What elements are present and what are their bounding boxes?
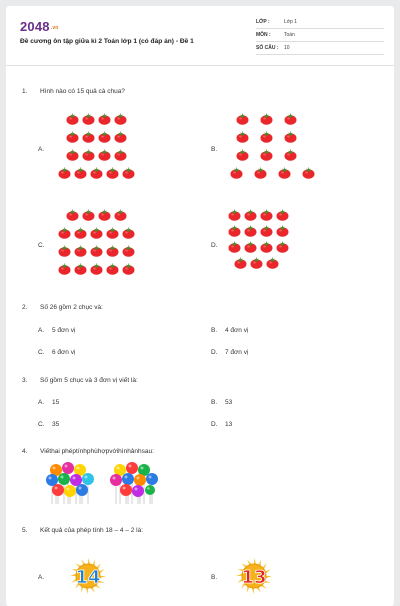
sun-badge-icon[interactable] [68, 556, 108, 596]
tomato-icon [244, 240, 257, 252]
tomato-icon [234, 256, 247, 268]
meta-row-class: LỚP : Lớp 1 [256, 16, 384, 29]
tomato-icon [236, 112, 249, 124]
tomato-icon [236, 148, 249, 160]
tomato-icon [66, 148, 79, 160]
tomato-icon [98, 130, 111, 142]
tomato-icon [66, 208, 79, 220]
q3-option-a[interactable]: A. 15 [38, 399, 60, 406]
tomato-icon [260, 130, 273, 142]
tomato-icon [260, 112, 273, 124]
tomato-icon [58, 262, 71, 274]
q2-option-a[interactable]: A. 5 đơn vị [38, 327, 76, 334]
tomato-icon [250, 256, 263, 268]
tomato-icon [58, 244, 71, 256]
tomato-icon [74, 244, 87, 256]
tomato-icon [260, 224, 273, 236]
tomato-icon [236, 130, 249, 142]
header [6, 6, 394, 66]
tomato-icon [98, 208, 111, 220]
tomato-icon [228, 224, 241, 236]
tomato-icon [230, 166, 243, 178]
tomato-icon [114, 130, 127, 142]
tomato-icon [276, 240, 289, 252]
tomato-icon [90, 262, 103, 274]
question-1: 1. Hình nào có 15 quả cà chua? [22, 88, 125, 95]
q1-option-d-letter[interactable]: D. [211, 242, 218, 249]
tomato-icon [276, 208, 289, 220]
tomato-icon [82, 148, 95, 160]
svg-text:14: 14 [75, 567, 101, 588]
tomato-icon [260, 148, 273, 160]
question-2: 2. Số 26 gồm 2 chục và: [22, 304, 103, 311]
tomato-icon [260, 208, 273, 220]
tomato-icon [278, 166, 291, 178]
q1-option-c-letter[interactable]: C. [38, 242, 45, 249]
tomato-icon [106, 262, 119, 274]
q5-option-a-letter[interactable]: A. [38, 574, 45, 581]
tomato-icon [122, 244, 135, 256]
tomato-icon [66, 112, 79, 124]
tomato-icon [82, 112, 95, 124]
tomato-icon [90, 166, 103, 178]
tomato-icon [276, 224, 289, 236]
tomato-icon [74, 262, 87, 274]
q3-option-d[interactable]: D. 13 [211, 421, 233, 428]
tomato-icon [58, 226, 71, 238]
tomato-icon [82, 208, 95, 220]
site-logo[interactable]: 2048.vn [20, 19, 59, 34]
tomato-icon [58, 166, 71, 178]
tomato-icon [122, 262, 135, 274]
tomato-icon [106, 166, 119, 178]
q1-option-a-letter[interactable]: A. [38, 146, 45, 153]
balloon-icon [42, 460, 102, 506]
q2-option-d[interactable]: D. 7 đơn vị [211, 349, 249, 356]
tomato-icon [98, 112, 111, 124]
tomato-icon [244, 224, 257, 236]
tomato-icon [284, 130, 297, 142]
tomato-icon [260, 240, 273, 252]
sun-badge-icon[interactable] [234, 556, 274, 596]
page-title: Đề cương ôn tập giữa kì 2 Toán lớp 1 (có đáp án) - Đề 1 [20, 38, 194, 45]
tomato-icon [114, 112, 127, 124]
tomato-icon [122, 166, 135, 178]
tomato-icon [302, 166, 315, 178]
tomato-icon [82, 130, 95, 142]
tomato-icon [244, 208, 257, 220]
q5-option-b-letter[interactable]: B. [211, 574, 218, 581]
tomato-icon [90, 226, 103, 238]
tomato-icon [90, 244, 103, 256]
meta-table [256, 16, 384, 55]
worksheet-page [6, 6, 394, 606]
q2-option-c[interactable]: C. 6 đơn vị [38, 349, 76, 356]
q3-option-c[interactable]: C. 35 [38, 421, 60, 428]
tomato-icon [66, 130, 79, 142]
q1-option-b-letter[interactable]: B. [211, 146, 218, 153]
meta-row-count: SỐ CÂU : 10 [256, 42, 384, 55]
tomato-icon [284, 112, 297, 124]
tomato-icon [284, 148, 297, 160]
q2-option-b[interactable]: B. 4 đơn vị [211, 327, 249, 334]
tomato-icon [74, 166, 87, 178]
tomato-icon [122, 226, 135, 238]
q3-option-b[interactable]: B. 53 [211, 399, 233, 406]
svg-text:13: 13 [241, 567, 267, 588]
question-4: 4. Viếthai phéptínhphùhợpvớihìnhảnhsau: [22, 448, 154, 455]
question-5: 5. Kết quả của phép tính 18 – 4 – 2 là: [22, 527, 143, 534]
tomato-icon [266, 256, 279, 268]
tomato-icon [254, 166, 267, 178]
tomato-icon [114, 208, 127, 220]
tomato-icon [228, 240, 241, 252]
tomato-icon [114, 148, 127, 160]
tomato-icon [74, 226, 87, 238]
tomato-icon [98, 148, 111, 160]
tomato-icon [106, 244, 119, 256]
tomato-icon [106, 226, 119, 238]
meta-row-subject: MÔN : Toán [256, 29, 384, 42]
tomato-icon [228, 208, 241, 220]
question-3: 3. Số gồm 5 chục và 3 đơn vị viết là: [22, 377, 138, 384]
balloon-icon [106, 460, 164, 506]
